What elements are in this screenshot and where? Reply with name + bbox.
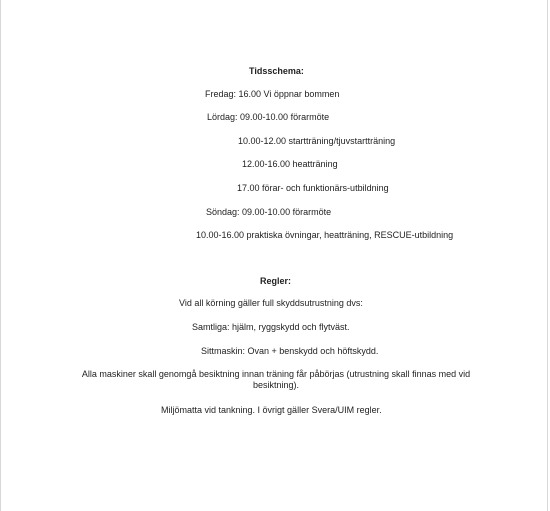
rules-line-inspection: Alla maskiner skall genomgå besiktning innan träning får påbörjas (utrustning skall finnas med vid	[81, 369, 471, 379]
rules-line-sitting-machine: Sittmaskin: Ovan + benskydd och höftskydd.	[201, 346, 379, 356]
schedule-line-saturday-start-training: 10.00-12.00 startträning/tjuvstartträning	[238, 136, 396, 146]
schedule-line-saturday-meeting: Lördag: 09.00-10.00 förarmöte	[207, 112, 330, 122]
schedule-line-saturday-education: 17.00 förar- och funktionärs-utbildning	[237, 183, 389, 193]
schedule-line-sunday-meeting: Söndag: 09.00-10.00 förarmöte	[206, 207, 332, 217]
rules-line-equipment: Vid all körning gäller full skyddsutrustning dvs:	[179, 298, 363, 308]
rules-line-all: Samtliga: hjälm, ryggskydd och flytväst.	[192, 322, 350, 332]
schedule-line-friday: Fredag: 16.00 Vi öppnar bommen	[205, 89, 340, 99]
rules-line-environment: Miljömatta vid tankning. I övrigt gäller Svera/UIM regler.	[161, 405, 382, 415]
schedule-heading: Tidsschema:	[249, 66, 304, 76]
rules-heading: Regler:	[260, 276, 292, 286]
schedule-line-saturday-heat-training: 12.00-16.00 heatträning	[242, 159, 338, 169]
schedule-line-sunday-practice: 10.00-16.00 praktiska övningar, heatträning, RESCUE-utbildning	[196, 230, 454, 240]
rules-line-inspection-cont: besiktning).	[252, 380, 300, 390]
